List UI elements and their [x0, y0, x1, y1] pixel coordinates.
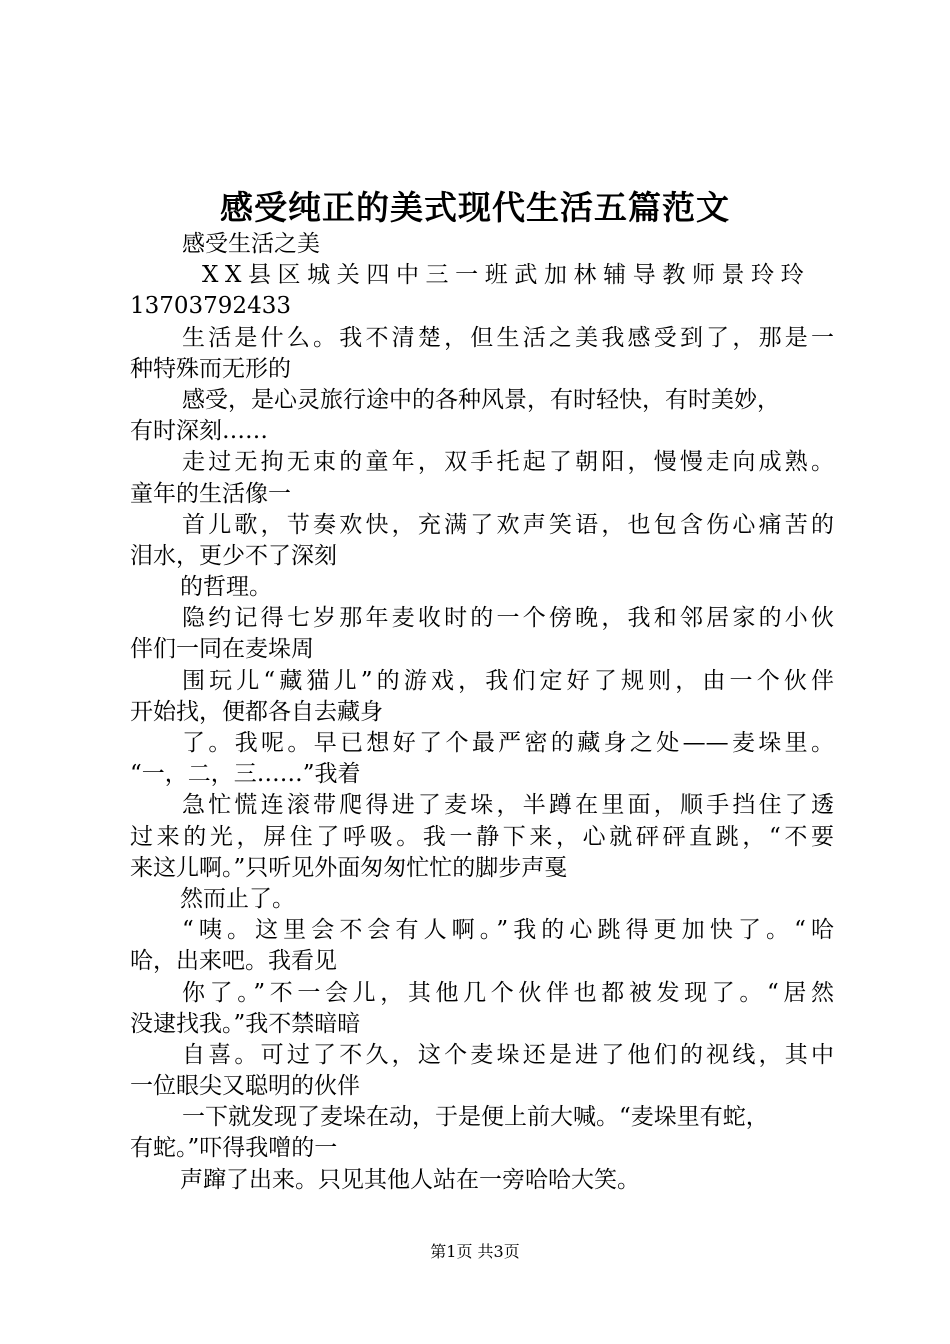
body-line: 有时深刻…… — [130, 418, 268, 445]
body-line: 哈，出来吧。我看见 — [130, 948, 337, 975]
body-line: 然而止了。 — [180, 885, 295, 912]
body-line: 一位眼尖又聪明的伙伴 — [130, 1073, 360, 1100]
body-line: 走过无拘无束的童年，双手托起了朝阳，慢慢走向成熟。 — [182, 449, 834, 476]
page-footer: 第1页 共3页 — [430, 1242, 520, 1261]
body-line: 的哲理。 — [180, 574, 272, 601]
body-line: 感受，是心灵旅行途中的各种风景，有时轻快，有时美妙， — [182, 386, 780, 413]
body-line: 自喜。可过了不久，这个麦垛还是进了他们的视线，其中 — [182, 1041, 834, 1068]
body-line: 了。我呢。早已想好了个最严密的藏身之处——麦垛里。 — [182, 730, 834, 756]
body-line: 一下就发现了麦垛在动，于是便上前大喊。“麦垛里有蛇， — [182, 1104, 769, 1131]
body-line: 泪水，更少不了深刻 — [130, 542, 337, 569]
body-line: “一，二，三……”我着 — [130, 761, 361, 788]
body-line: 过来的光，屏住了呼吸。我一静下来，心就砰砰直跳，“不要 — [130, 823, 834, 850]
section-heading: 感受生活之美 — [182, 231, 320, 257]
body-line: 没逮找我。”我不禁暗暗 — [130, 1010, 361, 1037]
body-line: 你了。”不一会儿，其他几个伙伴也都被发现了。“居然 — [182, 979, 834, 1006]
body-line: 急忙慌连滚带爬得进了麦垛，半蹲在里面，顺手挡住了透 — [182, 792, 834, 819]
body-line: 围玩儿“藏猫儿”的游戏，我们定好了规则，由一个伙伴 — [182, 667, 834, 694]
body-line: 生活是什么。我不清楚，但生活之美我感受到了，那是一 — [182, 324, 834, 351]
phone-number: 13703792433 — [130, 293, 291, 320]
body-line: 有蛇。”吓得我噌的一 — [130, 1135, 338, 1162]
body-line: 伴们一同在麦垛周 — [130, 636, 314, 663]
body-line: 声蹿了出来。只见其他人站在一旁哈哈大笑。 — [180, 1166, 640, 1193]
body-line: 种特殊而无形的 — [130, 355, 291, 382]
body-line: 童年的生活像一 — [130, 480, 291, 507]
body-line: 开始找，便都各自去藏身 — [130, 698, 383, 725]
document-body — [130, 229, 834, 1196]
body-line: “咦。这里会不会有人啊。”我的心跳得更加快了。“哈 — [182, 917, 834, 944]
document-title: 感受纯正的美式现代生活五篇范文 — [220, 188, 730, 227]
body-line: 来这儿啊。”只听见外面匆匆忙忙的脚步声戛 — [130, 854, 568, 881]
body-line: 隐约记得七岁那年麦收时的一个傍晚，我和邻居家的小伙 — [182, 605, 834, 632]
body-line: 首儿歌，节奏欢快，充满了欢声笑语，也包含伤心痛苦的 — [182, 511, 834, 538]
author-line: XX县区城关四中三一班武加林辅导教师景玲玲 — [202, 262, 811, 289]
